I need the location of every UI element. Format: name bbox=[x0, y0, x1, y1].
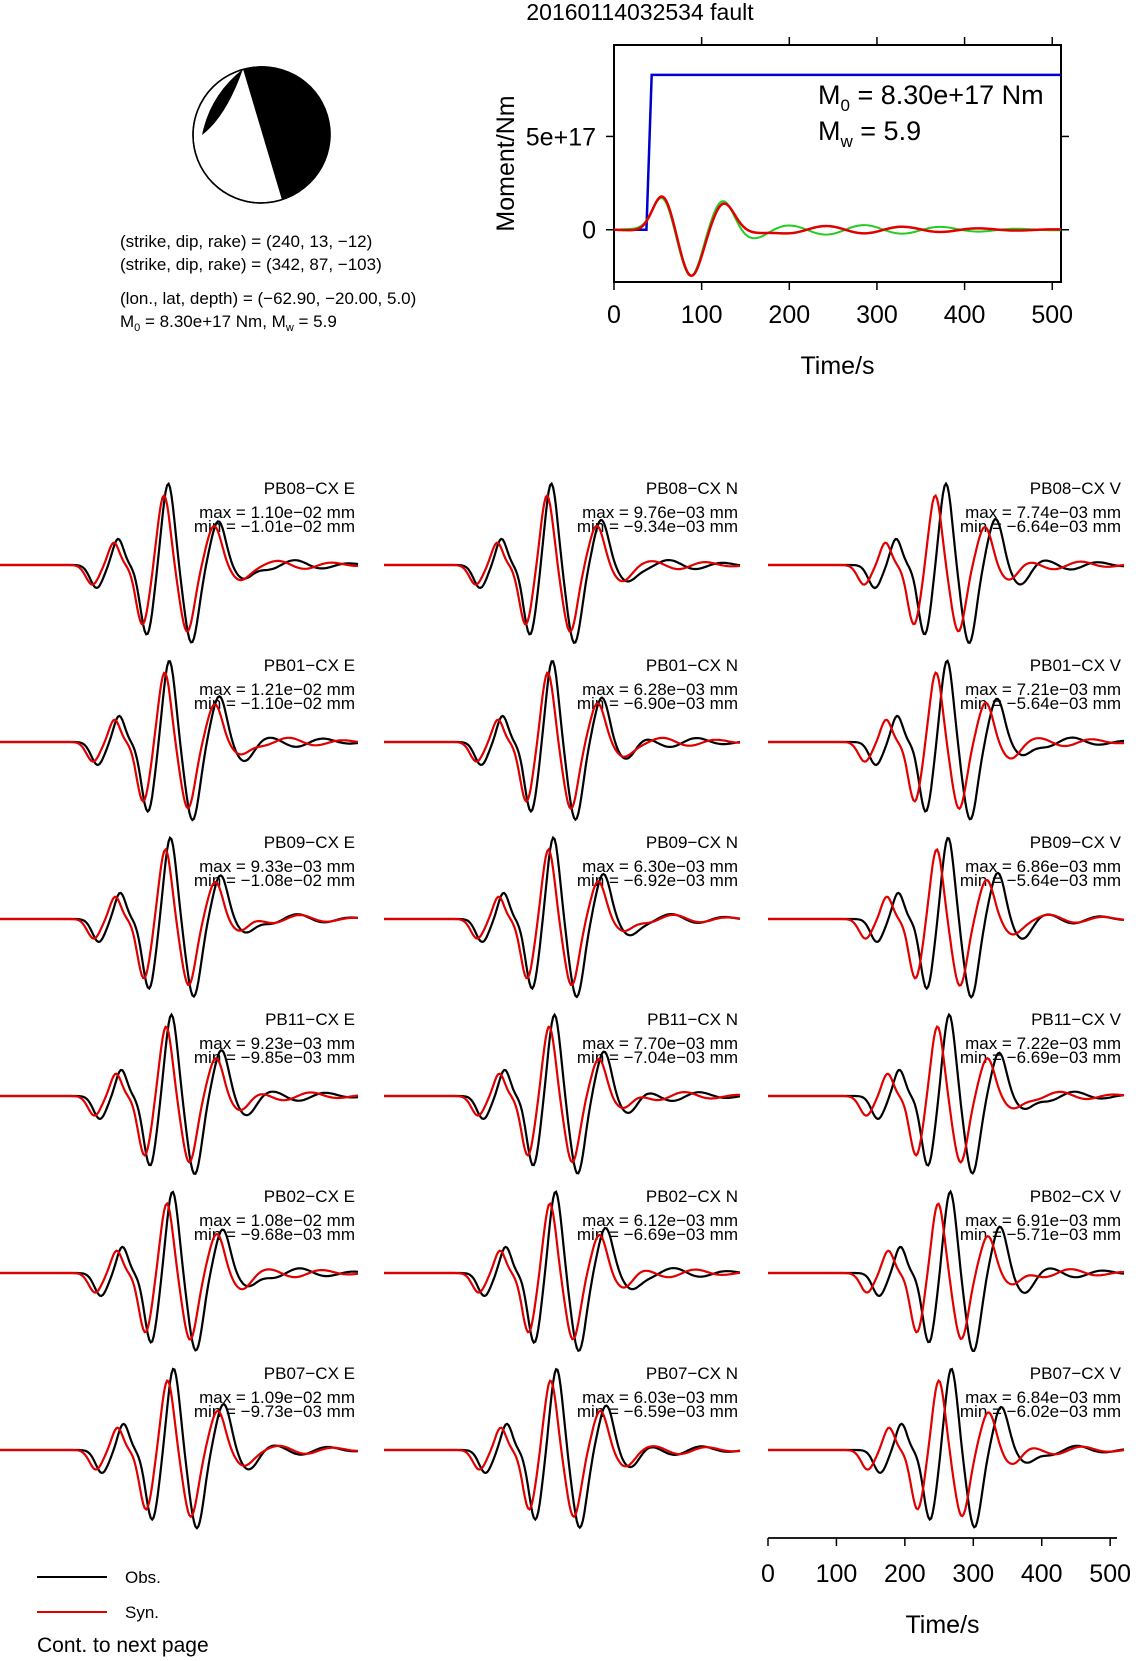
min-amplitude-label: min = −6.69e−03 mm bbox=[959, 1048, 1121, 1067]
waveform-time-axis bbox=[761, 1538, 1131, 1639]
continuation-note: Cont. to next page bbox=[37, 1634, 209, 1657]
moment-annotation-mw: $M_w = 5.9$ bbox=[818, 116, 922, 151]
station-label: PB02−CX V bbox=[1029, 1187, 1121, 1206]
max-amplitude-label: max = 6.03e−03 mm bbox=[582, 1388, 738, 1407]
max-amplitude-label: max = 6.84e−03 mm bbox=[965, 1388, 1121, 1407]
waveform-panel bbox=[384, 1187, 740, 1351]
waveform-panel bbox=[768, 833, 1124, 997]
waveform-x-tick-label: 500 bbox=[1089, 1560, 1132, 1588]
waveform-panel bbox=[384, 1010, 740, 1173]
station-label: PB07−CX N bbox=[645, 1364, 738, 1383]
min-amplitude-label: min = −6.69e−03 mm bbox=[576, 1225, 738, 1244]
moment-x-tick-label: 300 bbox=[856, 301, 898, 329]
max-amplitude-label: max = 1.09e−02 mm bbox=[199, 1388, 355, 1407]
waveform-x-tick-label: 100 bbox=[815, 1560, 858, 1588]
moment-x-tick-label: 100 bbox=[680, 301, 723, 329]
station-label: PB01−CX V bbox=[1029, 656, 1121, 675]
max-amplitude-label: max = 1.08e−02 mm bbox=[199, 1211, 355, 1230]
moment-x-tick-label: 400 bbox=[943, 301, 986, 329]
waveform-panel bbox=[0, 1010, 358, 1174]
waveform-panel bbox=[0, 833, 358, 997]
waveform-panel bbox=[768, 1010, 1124, 1173]
stf-red-line bbox=[614, 196, 1061, 275]
min-amplitude-label: min = −6.90e−03 mm bbox=[576, 694, 738, 713]
waveform-panel bbox=[768, 479, 1124, 643]
station-label: PB01−CX N bbox=[645, 656, 738, 675]
waveform-panel bbox=[768, 1364, 1124, 1527]
waveform-x-axis-label: Time/s bbox=[905, 1611, 980, 1639]
min-amplitude-label: min = −6.02e−03 mm bbox=[959, 1402, 1121, 1421]
station-label: PB11−CX E bbox=[265, 1010, 355, 1029]
max-amplitude-label: max = 1.21e−02 mm bbox=[199, 680, 355, 699]
min-amplitude-label: min = −6.92e−03 mm bbox=[576, 871, 738, 890]
mechanism-info bbox=[120, 232, 416, 334]
waveform-panel bbox=[0, 479, 358, 642]
min-amplitude-label: min = −5.64e−03 mm bbox=[959, 694, 1121, 713]
moment-x-tick-label: 200 bbox=[768, 301, 811, 329]
moment-y-tick-label: 5e+17 bbox=[525, 123, 596, 152]
max-amplitude-label: max = 6.12e−03 mm bbox=[582, 1211, 738, 1230]
station-label: PB02−CX E bbox=[263, 1187, 355, 1206]
max-amplitude-label: max = 1.10e−02 mm bbox=[199, 503, 355, 522]
max-amplitude-label: max = 9.33e−03 mm bbox=[199, 857, 355, 876]
moment-x-tick-label: 500 bbox=[1031, 301, 1074, 329]
moment-y-tick-label: 0 bbox=[582, 216, 596, 245]
mechanism-location: (lon., lat, depth) = (−62.90, −20.00, 5.0) bbox=[120, 289, 417, 308]
mechanism-moment: $M_0 = 8.30e+17$ Nm, $M_w = 5.9$ bbox=[120, 312, 337, 334]
waveform-x-tick-label: 300 bbox=[952, 1560, 995, 1588]
max-amplitude-label: max = 9.76e−03 mm bbox=[582, 503, 738, 522]
waveform-panel bbox=[768, 1187, 1124, 1351]
max-amplitude-label: max = 7.22e−03 mm bbox=[965, 1034, 1121, 1053]
moment-y-axis-label: Moment/Nm bbox=[492, 95, 520, 232]
station-label: PB07−CX V bbox=[1029, 1364, 1121, 1383]
station-label: PB02−CX N bbox=[645, 1187, 738, 1206]
min-amplitude-label: min = −1.01e−02 mm bbox=[193, 517, 355, 536]
moment-rate-chart bbox=[492, 37, 1073, 380]
waveform-panel bbox=[0, 1364, 358, 1528]
waveform-panel bbox=[0, 1187, 358, 1350]
max-amplitude-label: max = 7.70e−03 mm bbox=[582, 1034, 738, 1053]
station-label: PB08−CX V bbox=[1029, 479, 1121, 498]
moment-annotation-m0: $M_0 = 8.30e+17$ Nm bbox=[818, 80, 1044, 115]
max-amplitude-label: max = 6.91e−03 mm bbox=[965, 1211, 1121, 1230]
max-amplitude-label: max = 6.30e−03 mm bbox=[582, 857, 738, 876]
min-amplitude-label: min = −6.64e−03 mm bbox=[959, 517, 1121, 536]
max-amplitude-label: max = 7.21e−03 mm bbox=[965, 680, 1121, 699]
station-label: PB01−CX E bbox=[263, 656, 355, 675]
min-amplitude-label: min = −7.04e−03 mm bbox=[576, 1048, 738, 1067]
station-label: PB09−CX N bbox=[645, 833, 738, 852]
beachball-icon bbox=[193, 66, 331, 203]
waveform-panel bbox=[768, 656, 1124, 819]
station-label: PB07−CX E bbox=[263, 1364, 355, 1383]
mechanism-plane1: (strike, dip, rake) = (240, 13, −12) bbox=[120, 232, 373, 251]
max-amplitude-label: max = 7.74e−03 mm bbox=[965, 503, 1121, 522]
station-label: PB08−CX E bbox=[263, 479, 355, 498]
waveform-panel bbox=[384, 656, 740, 820]
max-amplitude-label: max = 6.86e−03 mm bbox=[965, 857, 1121, 876]
waveform-x-tick-label: 0 bbox=[761, 1560, 775, 1588]
min-amplitude-label: min = −9.85e−03 mm bbox=[193, 1048, 355, 1067]
stf-green-line bbox=[614, 198, 1061, 276]
legend bbox=[37, 1568, 161, 1622]
waveform-x-tick-label: 400 bbox=[1020, 1560, 1063, 1588]
min-amplitude-label: min = −5.64e−03 mm bbox=[959, 871, 1121, 890]
waveform-panel bbox=[384, 479, 740, 643]
min-amplitude-label: min = −6.59e−03 mm bbox=[576, 1402, 738, 1421]
waveform-x-tick-label: 200 bbox=[884, 1560, 926, 1588]
moment-x-axis-label: Time/s bbox=[800, 352, 875, 380]
station-label: PB08−CX N bbox=[645, 479, 738, 498]
moment-x-tick-label: 0 bbox=[607, 301, 621, 329]
mechanism-plane2: (strike, dip, rake) = (342, 87, −103) bbox=[120, 255, 382, 274]
legend-syn-label: Syn. bbox=[125, 1603, 160, 1622]
min-amplitude-label: min = −1.10e−02 mm bbox=[193, 694, 355, 713]
station-label: PB11−CX N bbox=[647, 1010, 738, 1029]
min-amplitude-label: min = −5.71e−03 mm bbox=[959, 1225, 1121, 1244]
min-amplitude-label: min = −9.68e−03 mm bbox=[193, 1225, 355, 1244]
legend-obs-label: Obs. bbox=[125, 1568, 161, 1587]
max-amplitude-label: max = 9.23e−03 mm bbox=[199, 1034, 355, 1053]
waveform-panel bbox=[0, 656, 358, 820]
figure-title: 20160114032534 fault bbox=[526, 0, 754, 25]
waveform-panel bbox=[384, 833, 740, 997]
station-label: PB09−CX E bbox=[263, 833, 355, 852]
station-label: PB09−CX V bbox=[1029, 833, 1121, 852]
min-amplitude-label: min = −9.34e−03 mm bbox=[576, 517, 738, 536]
waveform-panel bbox=[384, 1364, 740, 1528]
station-label: PB11−CX V bbox=[1031, 1010, 1121, 1029]
max-amplitude-label: max = 6.28e−03 mm bbox=[582, 680, 738, 699]
waveform-grid bbox=[0, 479, 1124, 1528]
min-amplitude-label: min = −9.73e−03 mm bbox=[193, 1402, 355, 1421]
min-amplitude-label: min = −1.08e−02 mm bbox=[193, 871, 355, 890]
